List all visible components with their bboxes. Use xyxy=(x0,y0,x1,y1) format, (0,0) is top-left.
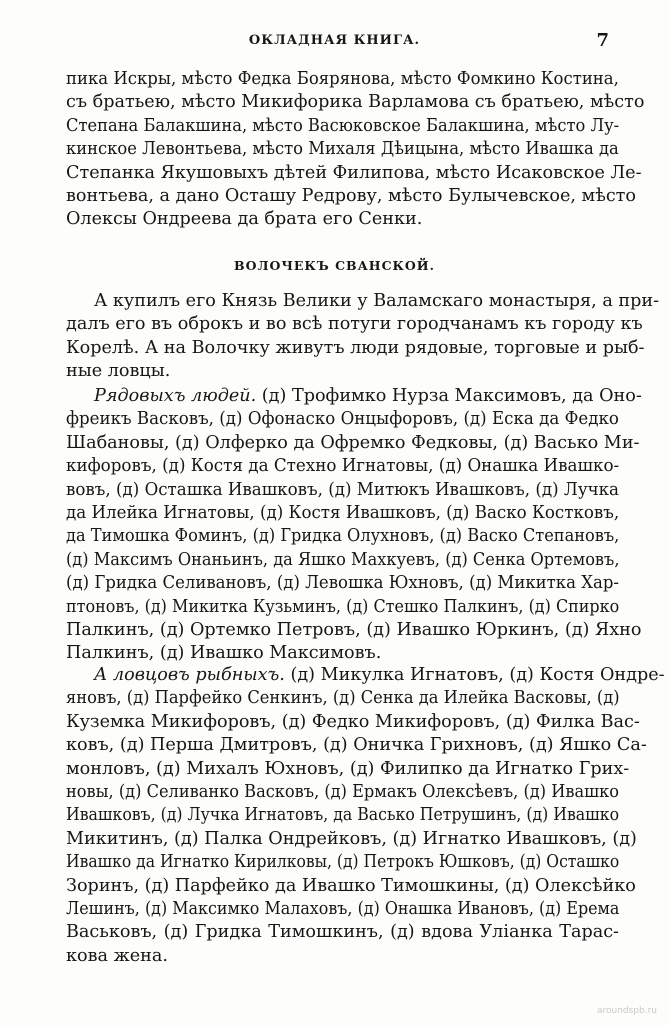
running-title: ОКЛАДНАЯ КНИГА. xyxy=(248,33,421,48)
text-line: А купилъ его Князь Велики у Валамскаго монастыря, а при- xyxy=(94,291,660,311)
text-line: птоновъ, (д) Микитка Кузьминъ, (д) Стешко Палкинъ, (д) Спирко xyxy=(66,596,620,617)
section-heading: ВОЛОЧЕКЪ СВАНСКОЙ. xyxy=(234,258,435,273)
text-line: далъ его въ оброкъ и во всѣ потуги городчанамъ къ городу къ xyxy=(66,314,643,335)
text-line: да Илейка Игнатовы, (д) Костя Ивашковъ, (д) Васко Костковъ, xyxy=(66,502,620,523)
text-line: яновъ, (д) Парфейко Сенкинъ, (д) Сенка да Илейка Васковы, (д) xyxy=(66,688,620,709)
text-line: фреикъ Васковъ, (д) Офонаско Онцыфоровъ, (д) Еска да Федко xyxy=(66,409,619,430)
page-number: 7 xyxy=(596,30,609,51)
text-line: Лешинъ, (д) Максимко Малаховъ, (д) Онашка Ивановъ, (д) Ерема xyxy=(66,898,620,919)
text-line: Палкинъ, (д) Ивашко Максимовъ. xyxy=(66,643,382,664)
text-line: съ братьею, мѣсто Микифорика Варламова съ братьею, мѣсто xyxy=(66,92,645,113)
text-line: Ивашко да Игнатко Кирилковы, (д) Петрокъ Юшковъ, (д) Осташко xyxy=(66,852,620,873)
text-line: ные ловцы. xyxy=(66,361,171,382)
text-line: Васьковъ, (д) Гридка Тимошкинъ, (д) вдова Уліанка Тарас- xyxy=(66,922,619,943)
text-line: кинское Левонтьева, мѣсто Михаля Дѣицына, мѣсто Ивашка да xyxy=(66,139,619,160)
text-line: новы, (д) Селиванко Васковъ, (д) Ермакъ Олексѣевъ, (д) Ивашко xyxy=(66,781,620,802)
text-line: кифоровъ, (д) Костя да Стехно Игнатовы, (д) Онашка Ивашко- xyxy=(66,456,620,477)
paragraph-purchase xyxy=(66,290,660,384)
text-line: да Тимошка Фоминъ, (д) Гридка Олухновъ, (д) Васко Степановъ, xyxy=(66,526,620,547)
paragraph-fishermen xyxy=(66,664,665,968)
line-rest: (д) Микулка Игнатовъ, (д) Костя Ондре- xyxy=(284,665,665,685)
text-line xyxy=(66,664,665,687)
text-line: монловъ, (д) Михалъ Юхновъ, (д) Филипко да Игнатко Грих- xyxy=(66,758,630,779)
text-line: кова жена. xyxy=(66,945,168,966)
text-line: Степана Балакшина, мѣсто Васюковское Балакшина, мѣсто Лу- xyxy=(66,115,620,136)
paragraph-continuation xyxy=(66,68,645,232)
text-line: Зоринъ, (д) Парфейко да Ивашко Тимошкины, (д) Олексѣйко xyxy=(66,875,636,896)
text-line: Палкинъ, (д) Ортемко Петровъ, (д) Ивашко Юркинъ, (д) Яхно xyxy=(66,619,642,640)
text-line: Степанка Якушовыхъ дѣтей Филипова, мѣсто Исаковское Ле- xyxy=(66,162,642,183)
text-line: (д) Гридка Селивановъ, (д) Левошка Юхновъ, (д) Микитка Хар- xyxy=(66,573,620,594)
text-line: пика Искры, мѣсто Федка Боярянова, мѣсто Фомкино Костина, xyxy=(66,69,619,89)
text-line: Шабановы, (д) Олферко да Офремко Федковы, (д) Васько Ми- xyxy=(66,432,640,453)
text-line: ковъ, (д) Перша Дмитровъ, (д) Оничка Грихновъ, (д) Яшко Са- xyxy=(66,735,647,756)
text-line: вонтьева, а дано Осташу Редрову, мѣсто Булычевское, мѣсто xyxy=(66,185,637,206)
text-line: (д) Максимъ Онаньинъ, да Яшко Махкуевъ, (д) Сенка Ортемовъ, xyxy=(66,549,620,570)
running-head xyxy=(0,30,669,52)
text-line: Корелѣ. А на Волочку живутъ люди рядовые, торговые и рыб- xyxy=(66,337,645,358)
text-line: Ивашковъ, (д) Лучка Игнатовъ, да Васько Петрушинъ, (д) Ивашко xyxy=(66,805,620,826)
text-line xyxy=(66,385,642,408)
text-line: Олексы Ондреева да брата его Сенки. xyxy=(66,209,423,230)
italic-lead: А ловцовъ рыбныхъ. xyxy=(94,665,285,685)
paragraph-row-people xyxy=(66,385,642,666)
watermark: aroundspb.ru xyxy=(596,1006,657,1016)
text-line: Микитинъ, (д) Палка Ондрейковъ, (д) Игнатко Ивашковъ, (д) xyxy=(66,828,637,849)
line-rest: (д) Трофимко Нурза Максимовъ, да Оно- xyxy=(256,386,642,406)
text-line: вовъ, (д) Осташка Ивашковъ, (д) Митюкъ Ивашковъ, (д) Лучка xyxy=(66,479,620,500)
text-line: Куземка Микифоровъ, (д) Федко Микифоровъ, (д) Филка Вас- xyxy=(66,711,640,732)
italic-lead: Рядовыхъ людей. xyxy=(94,386,257,406)
